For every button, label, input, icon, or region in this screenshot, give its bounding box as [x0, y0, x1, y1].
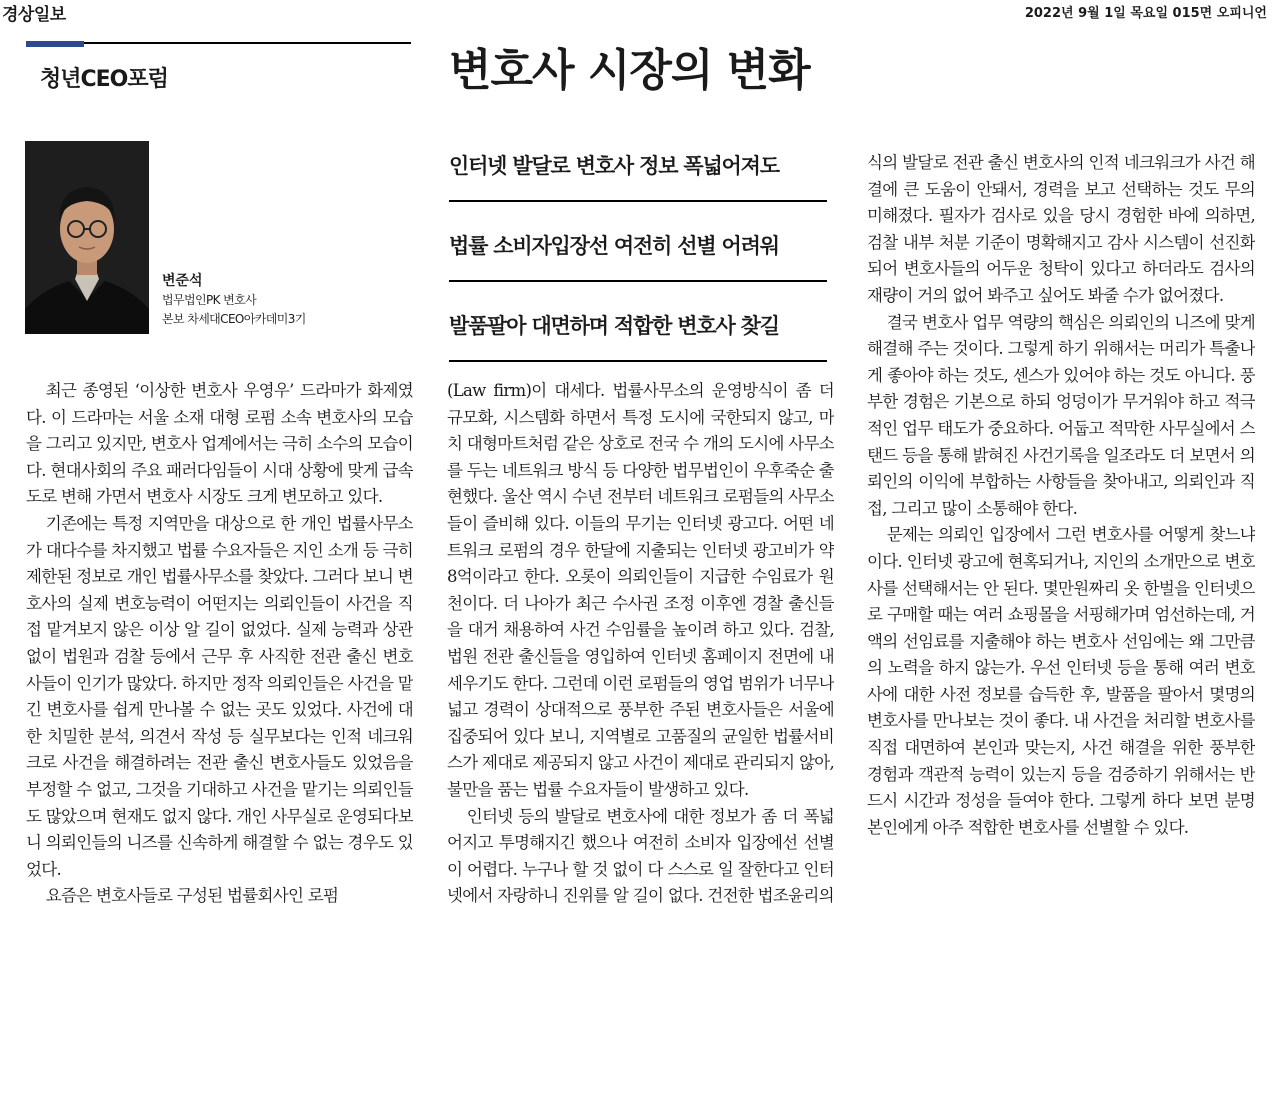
article-column-2 [447, 378, 834, 1106]
subheadline-2: 법률 소비자입장선 여전히 선별 어려워 [449, 230, 827, 282]
newspaper-masthead: 경상일보 [2, 5, 66, 25]
author-info [162, 272, 306, 329]
section-accent-bar [26, 41, 84, 47]
author-affiliation: 본보 차세대CEO아카데미3기 [162, 312, 306, 326]
article-column-1 [26, 378, 413, 1106]
author-photo [25, 141, 149, 334]
paragraph: 기존에는 특정 지역만을 대상으로 한 개인 법률사무소가 대다수를 차지했고 법률 수요자들은 지인 소개 등 극히 제한된 정보로 개인 법률사무소를 찾았다. 그러다 보니 변호사의 실제 변호능력이 어떤지는 의뢰인들이 사건을 직접 맡겨보지 않은 이상 알 길이 없었다. 실제 능력과 상관없이 법원과 검찰 등에서 근무 후 사직한 전관 출신 변호사들이 인기가 많았다. 하지만 정작 의뢰인들은 사건을 맡긴 변호사를 쉽게 만나볼 수 없는 곳도 있었다. 사건에 대한 치밀한 분석, 의견서 작성 등 실무보다는 인적 네크워크로 사건을 해결하려는 전관 출신 변호사들도 있었음을 부정할 수 없고, 그것을 기대하고 사건을 맡기는 의뢰인들도 많았으며 현재도 없지 않다. 개인 사무실로 운영되다보니 의뢰인들의 니즈를 신속하게 해결할 수 없는 경우도 있었다. [26, 513, 413, 879]
subheadlines [449, 150, 827, 390]
subheadline-1: 인터넷 발달로 변호사 정보 폭넓어져도 [449, 150, 827, 202]
article-headline: 변호사 시장의 변화 [449, 45, 810, 96]
article-column-3 [867, 150, 1255, 1106]
author-title: 법무법인PK 변호사 [162, 293, 257, 307]
author-portrait-illustration [25, 141, 149, 334]
publication-dateline: 2022년 9월 1일 목요일 015면 오피니언 [1024, 6, 1267, 21]
subheadline-3: 발품팔아 대면하며 적합한 변호사 찾길 [449, 310, 827, 362]
paragraph: (Law firm)이 대세다. 법률사무소의 운영방식이 좀 더 규모화, 시스템화 하면서 특정 도시에 국한되지 않고, 마치 대형마트처럼 같은 상호로 전국 수 개의 도시에 사무소를 두는 네트워크 방식 등 다양한 법무법인이 우후죽순 출현했다. 울산 역시 수년 전부터 네트워크 로펌들의 사무소들이 즐비해 있다. 이들의 무기는 인터넷 광고다. 어떤 네트워크 로펌의 경우 한달에 지출되는 인터넷 광고비가 약 8억이라고 한다. 오롯이 의뢰인들이 지급한 수임료가 원천이다. 더 나아가 최근 수사권 조정 이후엔 경찰 출신들을 대거 채용하여 사건 수임률을 높이려 하고 있다. 검찰, 법원 전관 출신들을 영입하여 인터넷 홈페이지 전면에 내세우기도 한다. 그런데 이런 로펌들의 영업 범위가 너무나 넓고 경력이 상대적으로 풍부한 주된 변호사들은 서울에 집중되어 있다 보니, 지역별로 고품질의 균일한 법률서비스가 제대로 제공되지 않고 사건이 제대로 관리되지 않아, 불만을 품는 법률 수요자들이 발생하고 있다. [447, 381, 834, 799]
paragraph: 식의 발달로 전관 출신 변호사의 인적 네크워크가 사건 해결에 큰 도움이 안돼서, 경력을 보고 선택하는 것도 무의미해졌다. 필자가 검사로 있을 당시 경험한 바에 의하면, 검찰 내부 처분 기준이 명확해지고 감사 시스템이 선진화되어 변호사들의 어두운 청탁이 있다고 하더라도 검사의 재량이 거의 없어 봐주고 싶어도 봐줄 수가 없어졌다. [867, 153, 1255, 305]
paragraph: 요즘은 변호사들로 구성된 법률회사인 로펌 [45, 886, 339, 906]
paragraph: 문제는 의뢰인 입장에서 그런 변호사를 어떻게 찾느냐이다. 인터넷 광고에 현혹되거나, 지인의 소개만으로 변호사를 선택해서는 안 된다. 몇만원짜리 옷 한벌을 인터넷으로 구매할 때는 여러 쇼핑몰을 서핑해가며 엄선하는데, 거액의 선임료를 지출해야 하는 변호사 선임에는 왜 그만큼의 노력을 하지 않는가. 우선 인터넷 등을 통해 여러 변호사에 대한 사전 정보를 습득한 후, 발품을 팔아서 몇명의 변호사를 만나보는 것이 좋다. 내 사건을 처리할 변호사를 직접 대면하여 본인과 맞는지, 사건 해결을 위한 풍부한 경험과 객관적 능력이 있는지 등을 검증하기 위해서는 반드시 시간과 정성을 들여야 한다. 그렇게 하다 보면 분명 본인에게 아주 적합한 변호사를 선별할 수 있다. [867, 525, 1255, 837]
paragraph: 최근 종영된 ‘이상한 변호사 우영우’ 드라마가 화제였다. 이 드라마는 서울 소재 대형 로펌 소속 변호사의 모습을 그리고 있지만, 변호사 업계에서는 극히 소수의 모습이다. 현대사회의 주요 패러다임들이 시대 상황에 맞게 급속도로 변해 가면서 변호사 시장도 크게 변모하고 있다. [26, 381, 413, 507]
section-label: 청년CEO포럼 [40, 67, 168, 92]
paragraph: 결국 변호사 업무 역량의 핵심은 의뢰인의 니즈에 맞게 해결해 주는 것이다. 그렇게 하기 위해서는 머리가 특출나게 좋아야 하는 것도, 센스가 있어야 하는 것도 아니다. 풍부한 경험은 기본으로 하되 엉덩이가 무거워야 하고 적극적인 업무 태도가 중요하다. 어둡고 적막한 사무실에서 스탠드 등을 통해 밝혀진 사건기록을 일조라도 더 보면서 의뢰인의 이익에 부합하는 사항들을 찾아내고, 의뢰인과 직접, 그리고 많이 소통해야 한다. [867, 312, 1255, 518]
author-name: 변준석 [162, 273, 203, 289]
paragraph: 인터넷 등의 발달로 변호사에 대한 정보가 좀 더 폭넓어지고 투명해지긴 했으나 여전히 소비자 입장에선 선별이 어렵다. 누구나 할 것 없이 다 스스로 일 잘한다고 인터넷에서 자랑하니 진위를 알 길이 없다. 건전한 법조윤리의 [447, 806, 834, 906]
